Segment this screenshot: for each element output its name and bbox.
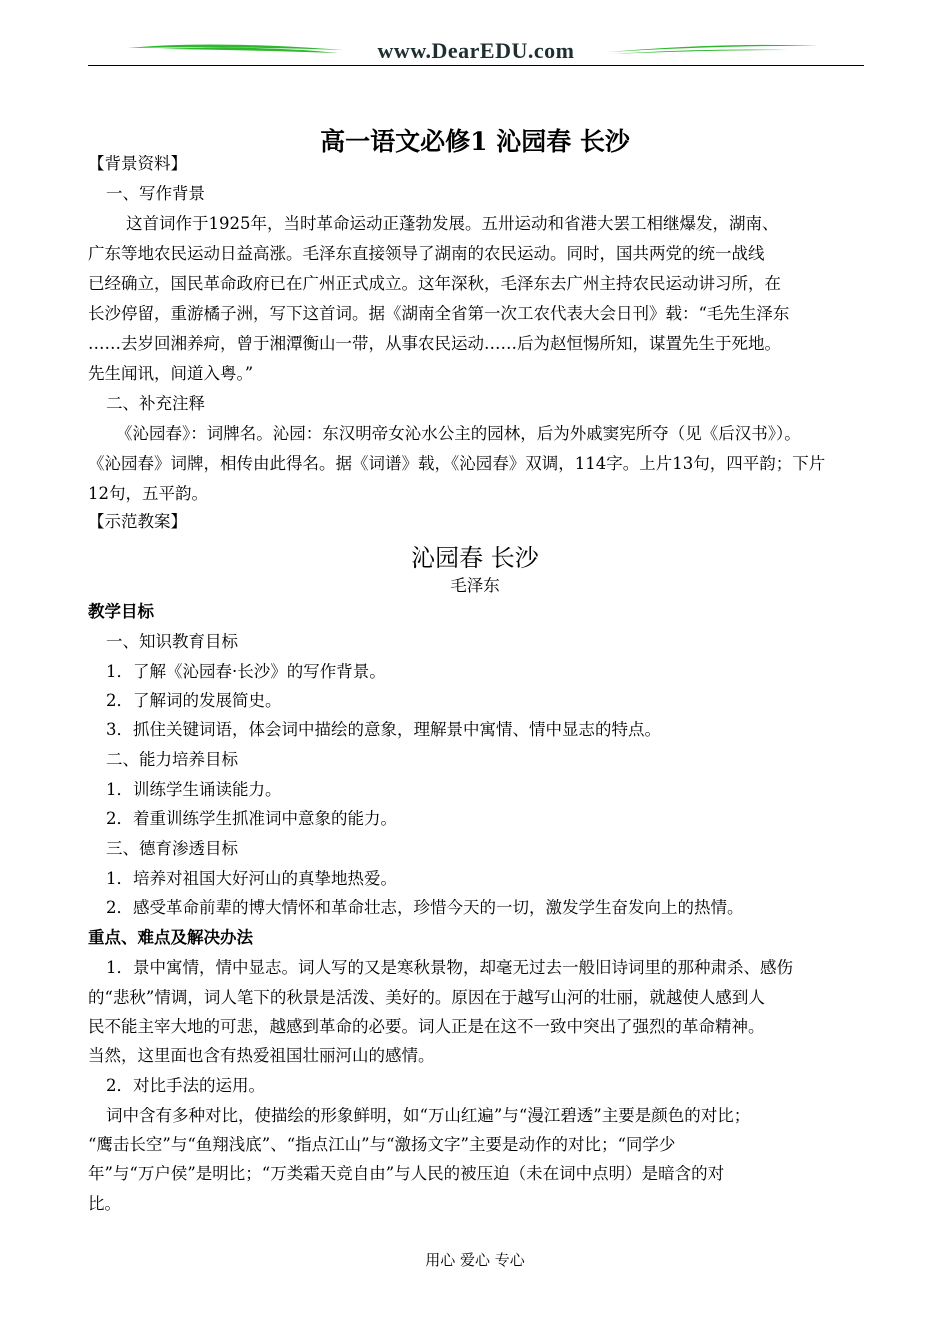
key-points-line: 年”与“万户侯”是明比；“万类霜天竞自由”与人民的被压迫（未在词中点明）是暗含的对 [88,1164,725,1183]
writing-background-line: ……去岁回湘养疴，曾于湘潭衡山一带，从事农民运动……后为赵恒惕所知，谋置先生于死地。 [88,334,781,353]
objective-item: 一、知识教育目标 [106,632,238,651]
objective-item: 1．训练学生诵读能力。 [106,780,282,799]
key-points-line: 当然，这里面也含有热爱祖国壮丽河山的感情。 [88,1046,435,1065]
writing-background-line: 先生闻讯，间道入粤。” [88,364,254,383]
key-points-line: “鹰击长空”与“鱼翔浅底”、“指点江山”与“激扬文字”主要是动作的对比；“同学少 [88,1135,676,1154]
objectives-heading: 教学目标 [88,602,154,621]
key-points-line: 的“悲秋”情调，词人笔下的秋景是活泼、美好的。原因在于越写山河的壮丽，就越使人感到人 [88,988,765,1007]
writing-background-line: 长沙停留，重游橘子洲，写下这首词。据《湖南全省第一次工农代表大会日刊》载：“毛先生泽东 [88,304,790,323]
section-label-lesson-plan: 【示范教案】 [88,512,187,531]
notes-line: 12句，五平韵。 [88,484,208,503]
key-points-line: 1．景中寓情，情中显志。词人写的又是寒秋景物，却毫无过去一般旧诗词里的那种肃杀、感伤 [106,958,793,977]
notes-line: 《沁园春》词牌，相传由此得名。据《词谱》载，《沁园春》双调，114字。上片13句，四平韵；下片 [88,454,826,473]
objective-item: 2．着重训练学生抓准词中意象的能力。 [106,809,397,828]
key-points-line: 2．对比手法的运用。 [106,1076,265,1095]
page-title: 高一语文必修1 沁园春 长沙 [320,127,630,156]
writing-background-line: 这首词作于1925年，当时革命运动正蓬勃发展。五卅运动和省港大罢工相继爆发，湖南、 [126,214,779,233]
key-points-heading: 重点、难点及解决办法 [88,928,253,947]
writing-background-line: 已经确立，国民革命政府已在广州正式成立。这年深秋，毛泽东去广州主持农民运动讲习所，在 [88,274,781,293]
objective-item: 二、能力培养目标 [106,750,238,769]
objective-item: 2．了解词的发展简史。 [106,691,282,710]
section-label-background: 【背景资料】 [88,154,187,173]
writing-background-line: 广东等地农民运动日益高涨。毛泽东直接领导了湖南的农民运动。同时，国共两党的统一战线 [88,244,765,263]
notes-line: 《沁园春》：词牌名。沁园：东汉明帝女沁水公主的园林，后为外戚窦宪所夺（见《后汉书》）。 [116,424,801,443]
objective-item: 1．培养对祖国大好河山的真挚地热爱。 [106,869,397,888]
objective-item: 三、德育渗透目标 [106,839,238,858]
poem-title: 沁园春 长沙 [411,544,539,572]
key-points-line: 词中含有多种对比，使描绘的形象鲜明，如“万山红遍”与“漫江碧透”主要是颜色的对比； [106,1106,751,1125]
notes-heading: 二、补充注释 [106,394,205,413]
header-rule [88,65,864,66]
poem-author: 毛泽东 [450,576,500,595]
objective-item: 3．抓住关键词语，体会词中描绘的意象，理解景中寓情、情中显志的特点。 [106,720,661,739]
writing-background-heading: 一、写作背景 [106,184,205,203]
key-points-line: 比。 [88,1194,121,1213]
logo-text: www.DearEDU.com [377,38,575,63]
page-footer: 用心 爱心 专心 [425,1251,525,1269]
objective-item: 2．感受革命前辈的博大情怀和革命壮志，珍惜今天的一切，激发学生奋发向上的热情。 [106,898,744,917]
key-points-line: 民不能主宰大地的可悲，越感到革命的必要。词人正是在这不一致中突出了强烈的革命精神。 [88,1017,765,1036]
objective-item: 1．了解《沁园春·长沙》的写作背景。 [106,662,386,681]
